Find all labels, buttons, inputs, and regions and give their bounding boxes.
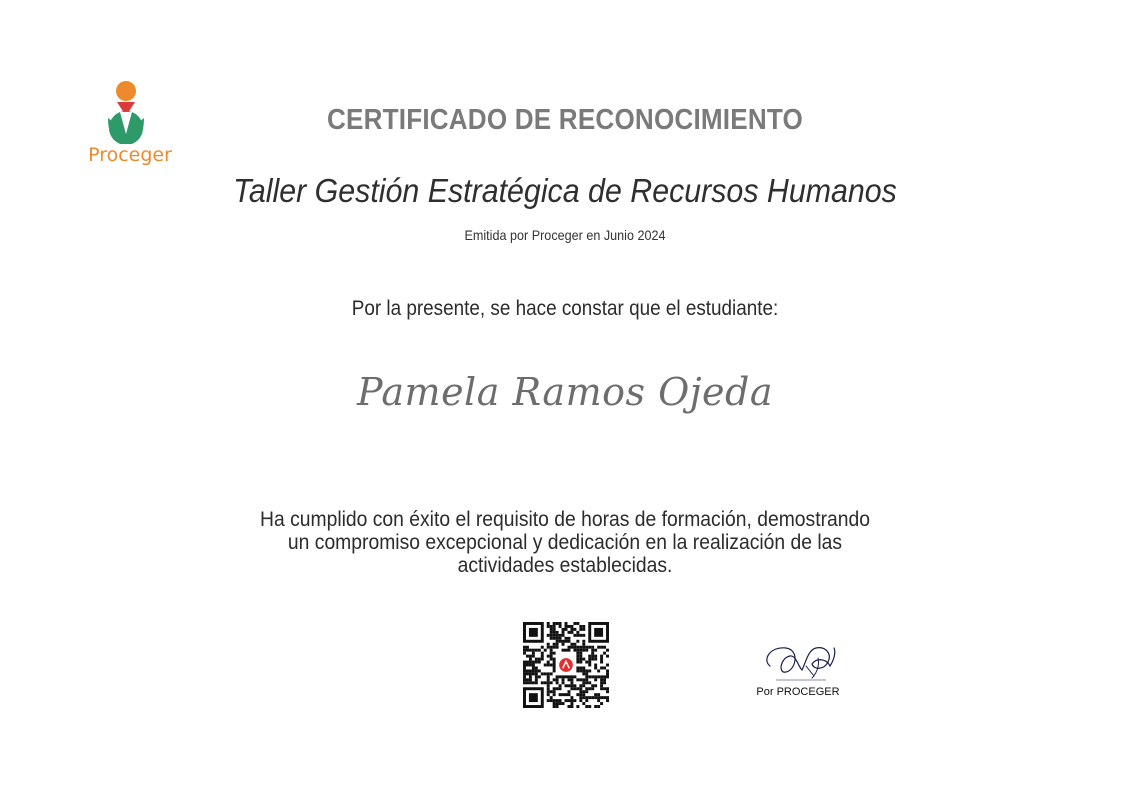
signature-label: Por PROCEGER <box>756 686 840 698</box>
qr-code-icon[interactable] <box>523 622 609 708</box>
logo-text: Proceger <box>88 144 172 166</box>
signature-image <box>756 636 846 684</box>
body-paragraph: Ha cumplido con éxito el requisito de horas de formación, demostrando un compromiso excepcional y dedicación en la realización de las actividades establecidas. <box>260 508 870 577</box>
intro-text: Por la presente, se hace constar que el estudiante: <box>351 297 779 320</box>
student-name: Pamela Ramos Ojeda <box>357 370 773 414</box>
certificate-title: CERTIFICADO DE RECONOCIMIENTO <box>326 104 803 136</box>
issued-line: Emitida por Proceger en Junio 2024 <box>464 227 666 243</box>
course-name: Taller Gestión Estratégica de Recursos Humanos <box>233 172 897 209</box>
